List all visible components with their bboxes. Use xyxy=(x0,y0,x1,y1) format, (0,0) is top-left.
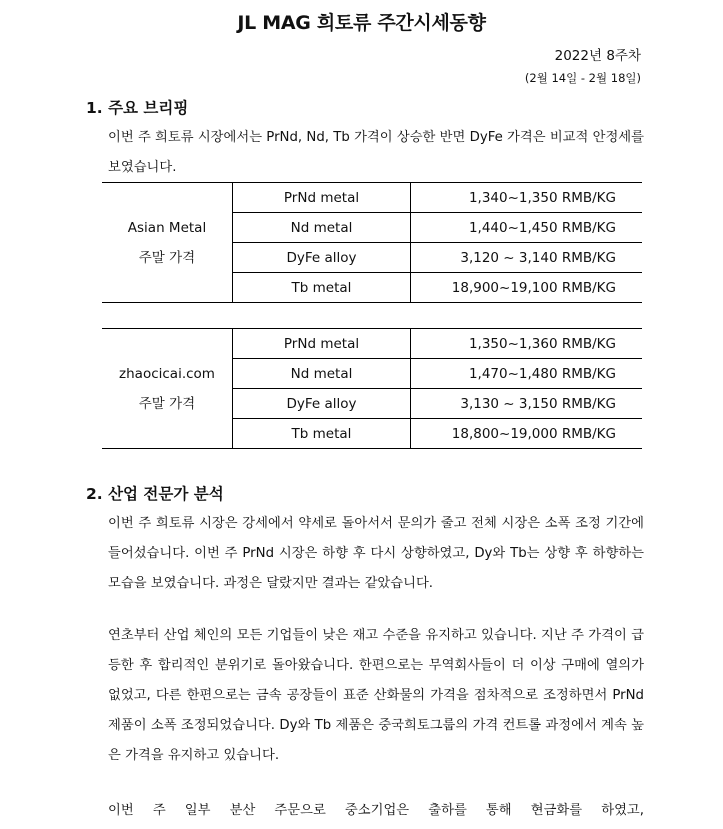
table-row xyxy=(102,329,642,359)
section1-heading: 1. 주요 브리핑 xyxy=(86,99,189,117)
analysis-paragraph: 이번 주 일부 분산 주문으로 중소기업은 출하를 통해 현금화를 하였고, xyxy=(108,803,644,818)
source-name: Asian Metal xyxy=(127,219,207,236)
price-value: 1,350~1,360 RMB/KG xyxy=(411,329,643,359)
product-name: DyFe alloy xyxy=(233,243,411,273)
page-title: JL MAG 희토류 주간시세동향 xyxy=(237,12,486,34)
source-name: zhaocicai.com xyxy=(119,365,215,382)
section2-heading: 2. 산업 전문가 분석 xyxy=(86,485,224,503)
section1-summary: 이번 주 희토류 시장에서는 PrNd, Nd, Tb 가격이 상승한 반면 DyFe 가격은 비교적 안정세를 보였습니다. xyxy=(108,130,644,175)
price-value: 18,900~19,100 RMB/KG xyxy=(411,273,643,303)
price-value: 1,470~1,480 RMB/KG xyxy=(411,359,643,389)
product-name: DyFe alloy xyxy=(233,389,411,419)
week-label: 2022년 8주차 xyxy=(554,48,641,64)
table-row xyxy=(102,183,642,213)
source-note: 주말 가격 xyxy=(138,249,196,266)
product-name: PrNd metal xyxy=(233,329,411,359)
price-value: 3,120 ~ 3,140 RMB/KG xyxy=(411,243,643,273)
analysis-paragraph: 연초부터 산업 체인의 모든 기업들이 낮은 재고 수준을 유지하고 있습니다. 지난 주 가격이 급등한 후 합리적인 분위기로 돌아왔습니다. 한편으로는 무역회사들이 더 이상 구매에 열의가 없었고, 다른 한편으로는 금속 공장들이 표준 산화물의 가격을 점차적으로 조정하면서 PrNd 제품이 소폭 조정되었습니다. Dy와 Tb 제품은 중국희토그룹의 가격 컨트롤 과정에서 계속 높은 가격을 유지하고 있습니다. xyxy=(108,628,644,763)
product-name: Tb metal xyxy=(233,273,411,303)
source-cell xyxy=(102,329,233,449)
product-name: Nd metal xyxy=(233,359,411,389)
date-range: (2월 14일 - 2월 18일) xyxy=(524,71,641,85)
product-name: Nd metal xyxy=(233,213,411,243)
price-value: 1,440~1,450 RMB/KG xyxy=(411,213,643,243)
price-value: 3,130 ~ 3,150 RMB/KG xyxy=(411,389,643,419)
source-note: 주말 가격 xyxy=(138,395,196,412)
product-name: Tb metal xyxy=(233,419,411,449)
price-table-zhaocicai xyxy=(102,328,642,449)
price-table-asian-metal xyxy=(102,182,642,303)
price-value: 1,340~1,350 RMB/KG xyxy=(411,183,643,213)
product-name: PrNd metal xyxy=(233,183,411,213)
price-value: 18,800~19,000 RMB/KG xyxy=(411,419,643,449)
analysis-paragraph: 이번 주 희토류 시장은 강세에서 약세로 돌아서서 문의가 줄고 전체 시장은 소폭 조정 기간에 들어섰습니다. 이번 주 PrNd 시장은 하향 후 다시 상향하였고, Dy와 Tb는 상향 후 하향하는 모습을 보였습니다. 과정은 달랐지만 결과는 같았습니다. xyxy=(108,516,644,591)
source-cell xyxy=(102,183,233,303)
